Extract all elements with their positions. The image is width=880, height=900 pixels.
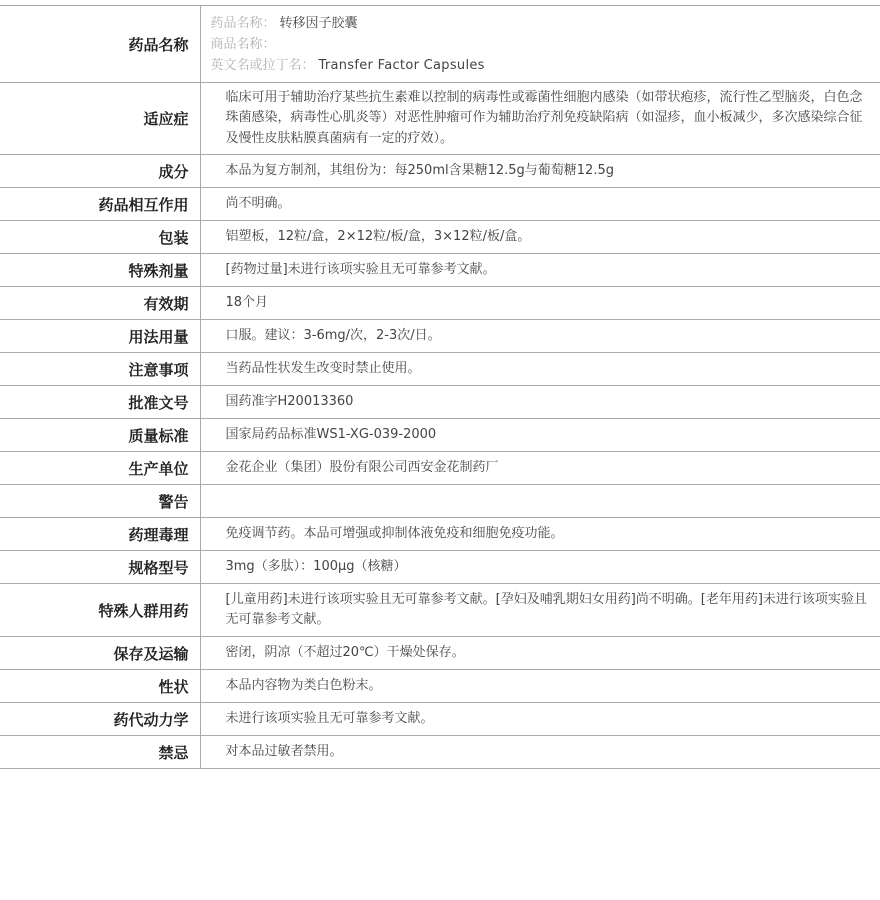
- table-row-usage: [0, 320, 880, 353]
- row-label: 性状: [0, 670, 200, 703]
- table-row-precautions: [0, 353, 880, 386]
- row-label: 药品相互作用: [0, 188, 200, 221]
- row-value: 尚不明确。: [200, 188, 880, 221]
- row-value: [200, 485, 880, 518]
- trade-name-line: [211, 34, 873, 55]
- row-value: 国药准字H20013360: [200, 386, 880, 419]
- drug-info-table: [0, 5, 880, 769]
- english-name-line: [211, 55, 873, 76]
- table-row-pharmacology: [0, 518, 880, 551]
- generic-name-label: 药品名称：: [210, 15, 276, 31]
- row-label: 包装: [0, 221, 200, 254]
- row-label: 用法用量: [0, 320, 200, 353]
- row-label: 特殊剂量: [0, 254, 200, 287]
- row-value: 18个月: [200, 287, 880, 320]
- generic-name-value: 转移因子胶囊: [279, 15, 358, 31]
- row-value: 口服。建议：3-6mg/次，2-3次/日。: [200, 320, 880, 353]
- row-label: 生产单位: [0, 452, 200, 485]
- row-value: 3mg（多肽）：100μg（核糖）: [200, 551, 880, 584]
- row-label: 禁忌: [0, 736, 200, 769]
- table-row-drug-name: [0, 6, 880, 83]
- row-value: [儿童用药]未进行该项实验且无可靠参考文献。[孕妇及哺乳期妇女用药]尚不明确。[老年用药]未进行该项实验且无可靠参考文献。: [200, 584, 880, 637]
- row-label: 批准文号: [0, 386, 200, 419]
- row-label: 适应症: [0, 83, 200, 155]
- table-row-appearance: [0, 670, 880, 703]
- table-row-manufacturer: [0, 452, 880, 485]
- row-label: 质量标准: [0, 419, 200, 452]
- row-label: 规格型号: [0, 551, 200, 584]
- table-row-specification: [0, 551, 880, 584]
- row-label: 药代动力学: [0, 703, 200, 736]
- row-label: 成分: [0, 155, 200, 188]
- row-value: 本品内容物为类白色粉末。: [200, 670, 880, 703]
- table-row-quality-standard: [0, 419, 880, 452]
- table-row-approval-number: [0, 386, 880, 419]
- row-value: 当药品性状发生改变时禁止使用。: [200, 353, 880, 386]
- table-row-contraindications: [0, 736, 880, 769]
- row-value: 密闭，阴凉（不超过20℃）干燥处保存。: [200, 637, 880, 670]
- row-value: 临床可用于辅助治疗某些抗生素难以控制的病毒性或霉菌性细胞内感染（如带状疱疹，流行性乙型脑炎，白色念珠菌感染，病毒性心肌炎等）对恶性肿瘤可作为辅助治疗剂免疫缺陷病（如湿疹，血小板减少，多次感染综合征及慢性皮肤粘膜真菌病有一定的疗效）。: [200, 83, 880, 155]
- table-row-storage: [0, 637, 880, 670]
- row-label: 药品名称: [0, 6, 200, 83]
- row-label: 有效期: [0, 287, 200, 320]
- table-row-pharmacokinetics: [0, 703, 880, 736]
- row-value: 免疫调节药。本品可增强或抑制体液免疫和细胞免疫功能。: [200, 518, 880, 551]
- row-value: 铝塑板，12粒/盒，2×12粒/板/盒，3×12粒/板/盒。: [200, 221, 880, 254]
- row-value: 金花企业（集团）股份有限公司西安金花制药厂: [200, 452, 880, 485]
- table-row-special-populations: [0, 584, 880, 637]
- row-value: 对本品过敏者禁用。: [200, 736, 880, 769]
- table-row-interactions: [0, 188, 880, 221]
- table-row-shelf-life: [0, 287, 880, 320]
- table-row-indication: [0, 83, 880, 155]
- row-value: 未进行该项实验且无可靠参考文献。: [200, 703, 880, 736]
- row-label: 药理毒理: [0, 518, 200, 551]
- english-name-label: 英文名或拉丁名：: [210, 57, 315, 73]
- row-value: 国家局药品标准WS1-XG-039-2000: [200, 419, 880, 452]
- row-label: 保存及运输: [0, 637, 200, 670]
- table-row-warning: [0, 485, 880, 518]
- drug-name-details: [200, 6, 880, 83]
- table-row-special-dosage: [0, 254, 880, 287]
- row-label: 警告: [0, 485, 200, 518]
- table-row-packaging: [0, 221, 880, 254]
- table-row-ingredients: [0, 155, 880, 188]
- row-label: 注意事项: [0, 353, 200, 386]
- generic-name-line: [211, 13, 873, 34]
- english-name-value: Transfer Factor Capsules: [318, 57, 485, 73]
- row-value: 本品为复方制剂，其组份为：每250ml含果糖12.5g与葡萄糖12.5g: [200, 155, 880, 188]
- row-label: 特殊人群用药: [0, 584, 200, 637]
- row-value: [药物过量]未进行该项实验且无可靠参考文献。: [200, 254, 880, 287]
- trade-name-label: 商品名称：: [210, 36, 276, 52]
